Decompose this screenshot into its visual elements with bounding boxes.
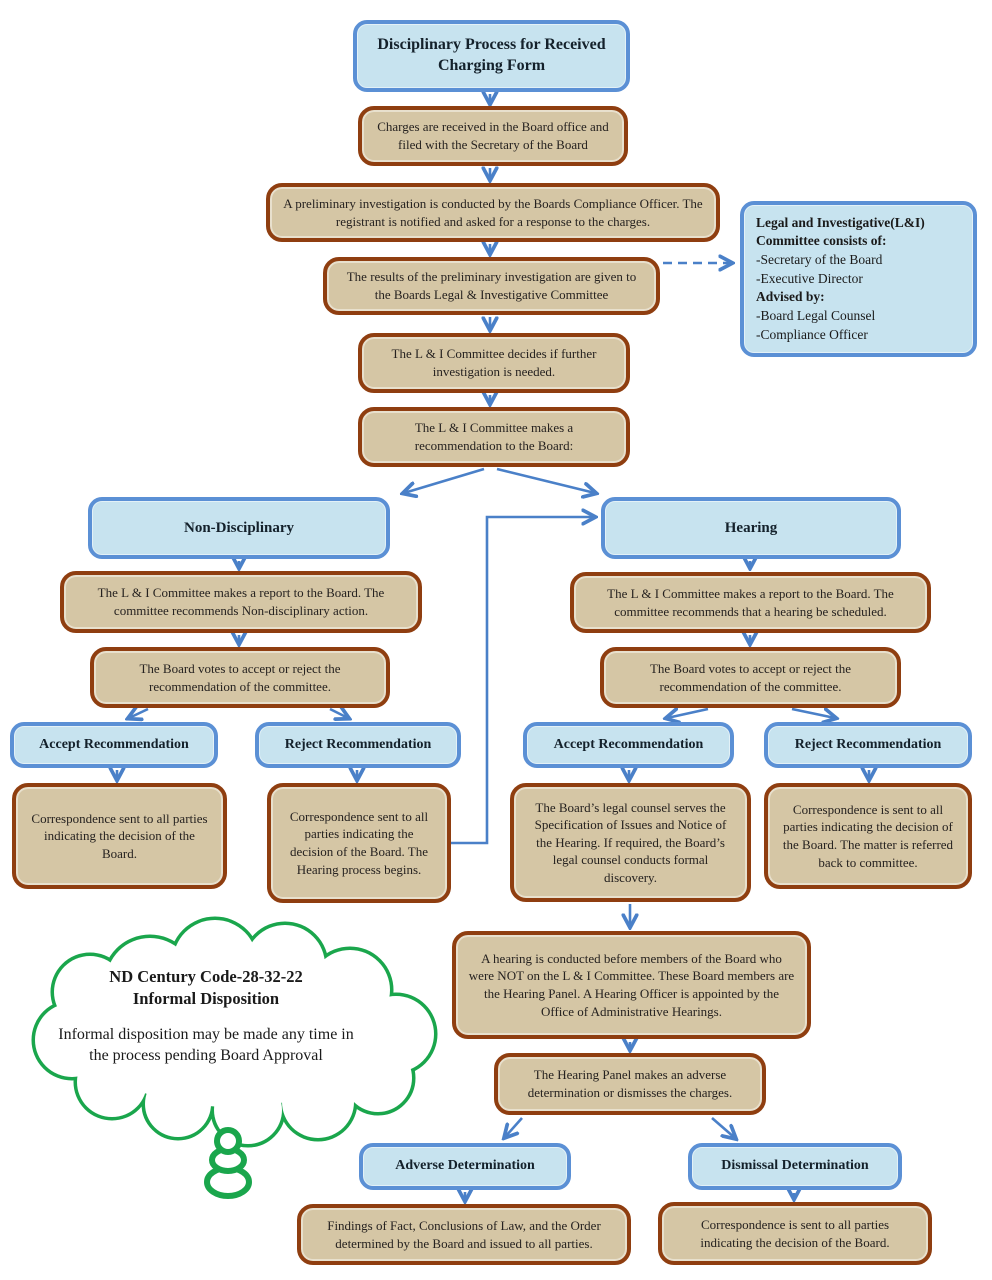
node-adverse-determination	[359, 1143, 571, 1190]
node-committee-recommendation	[358, 407, 630, 467]
node-hearing	[601, 497, 901, 559]
cloud-heading-line2: Informal Disposition	[132, 988, 280, 1008]
node-label: Findings of Fact, Conclusions of Law, and the Order determined by the Board and issued to all parties.	[327, 1217, 601, 1251]
node-label: Correspondence is sent to all parties indicating the decision of the Board. The matter is referred back to committee.	[782, 801, 954, 870]
node-hearing-conducted	[452, 931, 811, 1039]
node-label: Reject Recommendation	[284, 736, 432, 752]
node-label: The Hearing Panel makes an adverse determination or dismisses the charges.	[527, 1067, 733, 1100]
node-label: The Board votes to accept or reject the recommendation of the committee.	[139, 660, 341, 694]
li-member: -Secretary of the Board	[756, 252, 883, 268]
li-advisor: -Compliance Officer	[756, 326, 868, 342]
node-hearing-reject-correspondence	[764, 783, 972, 889]
node-hearing-board-vote	[600, 647, 901, 708]
node-hearing-report	[570, 572, 931, 633]
node-nd-report	[60, 571, 422, 633]
node-label: Hearing	[724, 519, 778, 536]
node-findings-of-fact	[297, 1204, 631, 1265]
node-label: Correspondence sent to all parties indicating the decision of the Board.	[31, 810, 208, 861]
node-nd-reject-correspondence	[267, 783, 451, 903]
node-label: Reject Recommendation	[794, 736, 942, 752]
node-label: Charges are received in the Board office and filed with the Secretary of the Board	[377, 119, 609, 152]
cloud-note	[52, 966, 360, 1066]
title-text: Disciplinary Process for Received Charging Form	[377, 36, 606, 74]
node-title	[353, 20, 630, 92]
node-label: The results of the preliminary investigation are given to the Boards Legal & Investigative Committee	[346, 269, 637, 302]
node-label: The L & I Committee decides if further investigation is needed.	[391, 346, 597, 379]
node-dismissal-correspondence	[658, 1202, 932, 1265]
li-advisor: -Board Legal Counsel	[756, 307, 876, 323]
node-label: Correspondence sent to all parties indicating the decision of the Board. The Hearing process begins.	[289, 808, 429, 877]
li-heading: Legal and Investigative(L&I) Committee consists of:	[756, 214, 925, 249]
li-member: -Executive Director	[756, 270, 863, 286]
node-nd-accept-recommendation	[10, 722, 218, 768]
node-nd-reject-recommendation	[255, 722, 461, 768]
node-li-committee-info	[740, 201, 977, 357]
cloud-heading-line1: ND Century Code-28-32-22	[109, 967, 303, 986]
node-nd-board-vote	[90, 647, 390, 708]
node-hearing-accept-recommendation	[523, 722, 734, 768]
node-label: Accept Recommendation	[553, 736, 704, 752]
node-label: A preliminary investigation is conducted by the Boards Compliance Officer. The registrant is notified and asked for a response to the charges.	[283, 195, 703, 229]
node-label: The L & I Committee makes a report to the Board. The committee recommends that a hearing be scheduled.	[607, 585, 894, 619]
node-nd-accept-correspondence	[12, 783, 227, 889]
node-hearing-panel-determination	[494, 1053, 766, 1115]
node-label: Accept Recommendation	[39, 736, 189, 752]
node-label: The L & I Committee makes a report to the Board. The committee recommends Non-disciplinary action.	[97, 585, 385, 618]
cloud-body: Informal disposition may be made any time in the process pending Board Approval	[58, 1025, 354, 1064]
li-advised-heading: Advised by:	[756, 289, 825, 305]
node-label: A hearing is conducted before members of the Board who were NOT on the L & I Committee. These Board members are the Hearing Panel. A Hearing Officer is appointed by the Office of Administrative Hearings.	[468, 950, 795, 1019]
node-charges-received	[358, 106, 628, 166]
node-label: The Board’s legal counsel serves the Specification of Issues and Notice of the Hearing. If required, the Board’s legal counsel conducts formal discovery.	[534, 799, 727, 885]
node-label: Correspondence is sent to all parties indicating the decision of the Board.	[700, 1216, 890, 1250]
node-results-to-committee	[323, 257, 660, 315]
node-label: Dismissal Determination	[721, 1158, 869, 1174]
node-label: Adverse Determination	[395, 1158, 535, 1174]
node-dismissal-determination	[688, 1143, 902, 1190]
node-hearing-reject-recommendation	[764, 722, 972, 768]
node-label: The L & I Committee makes a recommendation to the Board:	[414, 420, 574, 453]
node-label: The Board votes to accept or reject the recommendation of the committee.	[649, 660, 852, 694]
node-non-disciplinary	[88, 497, 390, 559]
node-committee-decides	[358, 333, 630, 393]
node-preliminary-investigation	[266, 183, 720, 242]
node-hearing-accept-legal-counsel	[510, 783, 751, 902]
node-label: Non-Disciplinary	[183, 519, 294, 536]
